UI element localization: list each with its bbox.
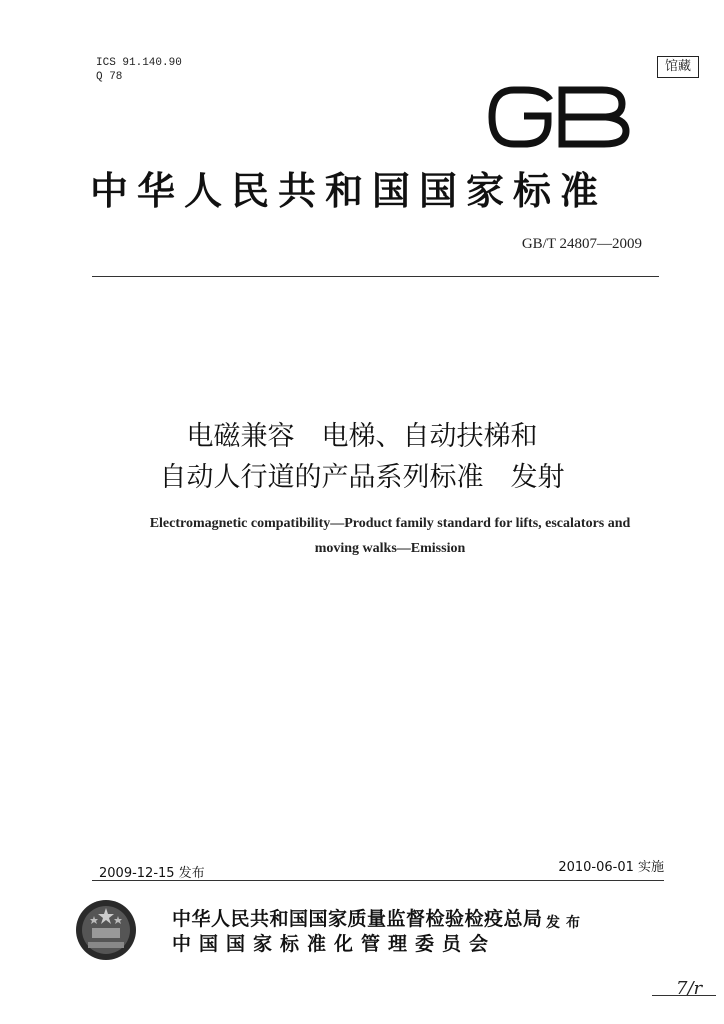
english-title-line-1: Electromagnetic compatibility—Product family standard for lifts, escalators and	[149, 516, 631, 531]
bottom-divider	[92, 880, 664, 881]
handwritten-mark: 7/r	[676, 978, 703, 999]
top-divider	[92, 276, 659, 277]
national-standard-title: 中华人民共和国国家标准	[90, 168, 608, 213]
national-emblem-icon	[74, 898, 138, 962]
agency-name-1: 中华人民共和国国家质量监督检验检疫总局	[172, 908, 543, 930]
chinese-title-line-1: 电磁兼容 电梯、自动扶梯和	[186, 421, 538, 452]
library-stamp: 馆藏	[657, 56, 699, 78]
gb-logo-icon	[484, 82, 634, 152]
chinese-title-line-2: 自动人行道的产品系列标准 发射	[159, 462, 565, 493]
corner-line	[652, 995, 716, 996]
english-title-line-2: moving walks—Emission	[314, 541, 466, 556]
publish-label: 发布	[546, 915, 586, 931]
agency-name-2: 中国国家标准化管理委员会	[172, 933, 497, 955]
issue-date: 2009-12-15 发布	[99, 866, 205, 881]
implementation-date: 2010-06-01 实施	[558, 860, 664, 875]
standard-number: GB/T 24807—2009	[521, 236, 642, 252]
ccs-code: Q 78	[96, 71, 123, 83]
classification-codes	[96, 56, 182, 84]
ics-code: ICS 91.140.90	[96, 57, 182, 69]
